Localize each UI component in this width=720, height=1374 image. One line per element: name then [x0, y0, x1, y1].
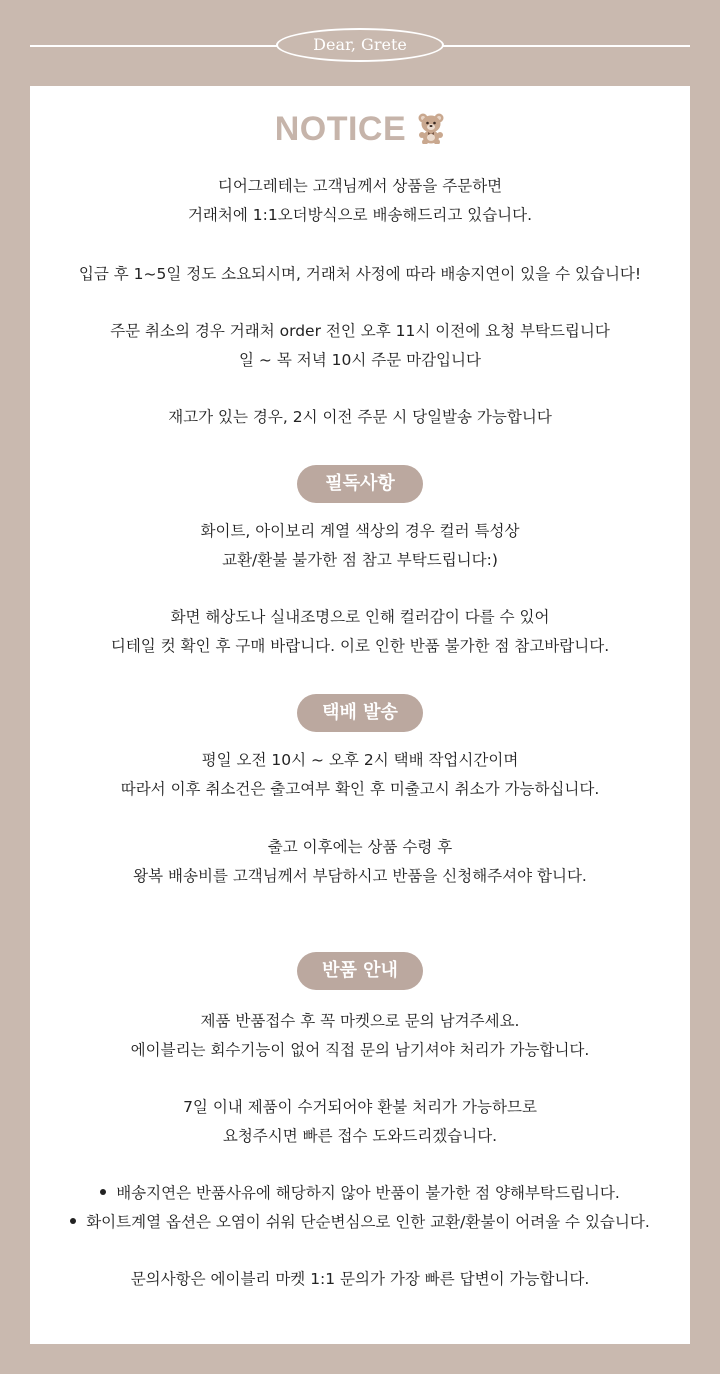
- section-label-return: 반품 안내: [297, 952, 423, 990]
- intro-paragraph-3: [30, 317, 690, 375]
- text-line: 디어그레테는 고객님께서 상품을 주문하면: [217, 177, 503, 195]
- intro-paragraph-4: [30, 403, 690, 432]
- notice-card: [30, 86, 690, 1344]
- text-line: 화면 해상도나 실내조명으로 인해 컬러감이 다를 수 있어: [170, 608, 550, 626]
- return-bullet-list: [30, 1179, 690, 1237]
- text-line: 주문 취소의 경우 거래처 order 전인 오후 11시 이전에 요청 부탁드립니다: [110, 322, 610, 340]
- bullet-icon: [100, 1189, 106, 1195]
- text-line: 화이트, 아이보리 계열 색상의 경우 컬러 특성상: [200, 522, 520, 540]
- header: [0, 0, 720, 88]
- text-line: 따라서 이후 취소건은 출고여부 확인 후 미출고시 취소가 가능하십니다.: [120, 780, 600, 798]
- return-paragraph-2: [30, 1093, 690, 1151]
- text-line: 거래처에 1:1오더방식으로 배송해드리고 있습니다.: [187, 206, 533, 224]
- must-read-paragraph-2: [30, 603, 690, 661]
- page-title: NOTICE: [274, 110, 407, 148]
- bullet-text: 배송지연은 반품사유에 해당하지 않아 반품이 불가한 점 양해부탁드립니다.: [116, 1184, 620, 1202]
- must-read-paragraph-1: [30, 517, 690, 575]
- section-label-shipping: 택배 발송: [297, 694, 423, 732]
- text-line: 입금 후 1~5일 정도 소요되시며, 거래처 사정에 따라 배송지연이 있을 수 있습니다!: [78, 265, 642, 283]
- text-line: 평일 오전 10시 ~ 오후 2시 택배 작업시간이며: [201, 751, 519, 769]
- text-line: 출고 이후에는 상품 수령 후: [267, 838, 453, 856]
- list-item: [30, 1179, 690, 1208]
- text-line: 문의사항은 에이블리 마켓 1:1 문의가 가장 빠른 답변이 가능합니다.: [130, 1270, 590, 1288]
- list-item: [30, 1208, 690, 1237]
- bullet-text: 화이트계열 옵션은 오염이 쉬워 단순변심으로 인한 교환/환불이 어려울 수 있습니다.: [86, 1213, 650, 1231]
- header-line-right: [442, 45, 690, 47]
- text-line: 재고가 있는 경우, 2시 이전 주문 시 당일발송 가능합니다: [168, 408, 552, 426]
- brand-logo: Dear, Grete: [276, 28, 444, 62]
- section-label-must-read: 필독사항: [297, 465, 423, 503]
- intro-paragraph-2: [30, 260, 690, 289]
- bear-icon: [417, 112, 445, 148]
- title-row: [30, 110, 690, 156]
- text-line: 제품 반품접수 후 꼭 마켓으로 문의 남겨주세요.: [200, 1012, 520, 1030]
- shipping-paragraph-1: [30, 746, 690, 804]
- bullet-icon: [70, 1218, 76, 1224]
- intro-paragraph-1: [30, 172, 690, 230]
- shipping-paragraph-2: [30, 833, 690, 891]
- return-footer: [30, 1265, 690, 1294]
- text-line: 디테일 컷 확인 후 구매 바랍니다. 이로 인한 반품 불가한 점 참고바랍니다.: [110, 637, 610, 655]
- text-line: 7일 이내 제품이 수거되어야 환불 처리가 가능하므로: [183, 1098, 537, 1116]
- text-line: 요청주시면 빠른 접수 도와드리겠습니다.: [222, 1127, 498, 1145]
- header-line-left: [30, 45, 278, 47]
- text-line: 교환/환불 불가한 점 참고 부탁드립니다:): [222, 551, 498, 569]
- return-paragraph-1: [30, 1007, 690, 1065]
- text-line: 에이블리는 회수기능이 없어 직접 문의 남기셔야 처리가 가능합니다.: [130, 1041, 590, 1059]
- text-line: 왕복 배송비를 고객님께서 부담하시고 반품을 신청해주셔야 합니다.: [133, 867, 587, 885]
- text-line: 일 ~ 목 저녁 10시 주문 마감입니다: [239, 351, 481, 369]
